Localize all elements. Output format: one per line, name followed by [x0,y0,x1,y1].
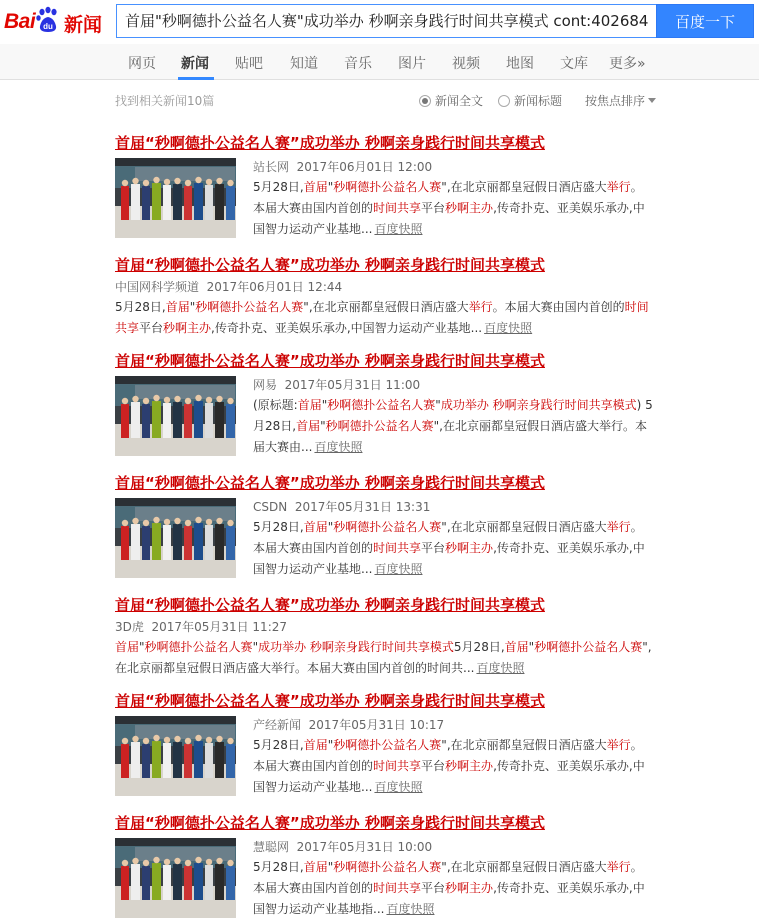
snapshot-link[interactable]: 百度快照 [476,661,525,675]
radio-selected-icon[interactable] [419,95,431,107]
result-thumbnail[interactable] [115,498,236,578]
result-abstract: 5月28日,首届"秒啊德扑公益名人赛",在北京丽都皇冠假日酒店盛大举行。本届大赛由国内首创的时间共享平台秒啊主办,传奇扑克、亚美娱乐承办,中国智力运动产业基地... 百度快照 [253,738,645,794]
result-item [115,133,675,243]
result-meta [253,375,653,395]
snapshot-link[interactable]: 百度快照 [374,562,423,576]
tab-zhidao[interactable]: 知道 [290,56,318,72]
result-time: 2017年05月31日 11:00 [284,378,421,392]
result-title-link[interactable]: 首届“秒啊德扑公益名人赛”成功举办 秒啊亲身践行时间共享模式 [115,814,545,832]
result-title-link[interactable]: 首届“秒啊德扑公益名人赛”成功举办 秒啊亲身践行时间共享模式 [115,474,545,492]
result-meta [253,837,653,857]
result-item [115,813,675,918]
option-title-only-label: 新闻标题 [514,94,563,108]
search-button[interactable]: 百度一下 [656,4,754,38]
snapshot-link[interactable]: 百度快照 [314,440,363,454]
result-meta [115,277,660,297]
result-time: 2017年05月31日 10:17 [308,718,445,732]
tab-web[interactable]: 网页 [128,56,156,72]
tab-tieba[interactable]: 贴吧 [235,56,263,72]
search-input[interactable]: 首届"秒啊德扑公益名人赛"成功举办 秒啊亲身践行时间共享模式 cont:402684 [116,4,656,38]
tab-images[interactable]: 图片 [398,56,426,72]
result-meta [115,617,660,637]
result-item [115,255,675,339]
result-source: 产经新闻 [253,718,302,732]
snapshot-link[interactable]: 百度快照 [386,902,435,916]
result-thumbnail[interactable] [115,376,236,456]
tab-music[interactable]: 音乐 [344,56,372,72]
result-source: 站长网 [253,160,290,174]
result-thumbnail[interactable] [115,158,236,238]
result-abstract: 5月28日,首届"秒啊德扑公益名人赛",在北京丽都皇冠假日酒店盛大举行。本届大赛由国内首创的时间共享平台秒啊主办,传奇扑克、亚美娱乐承办,中国智力运动产业基地... 百度快照 [115,300,649,335]
logo-text-du: du [43,22,53,31]
caret-down-icon [648,98,656,103]
tab-news[interactable]: 新闻 [181,56,209,72]
result-abstract: 首届"秒啊德扑公益名人赛"成功举办 秒啊亲身践行时间共享模式5月28日,首届"秒啊德扑公益名人赛",在北京丽都皇冠假日酒店盛大举行。本届大赛由国内首创的时间共... 百度快照 [115,640,652,675]
result-meta [253,497,653,517]
active-tab-indicator [178,77,214,80]
result-thumbnail[interactable] [115,838,236,918]
baidu-news-logo[interactable] [4,6,108,36]
paw-icon [34,6,62,34]
result-item [115,595,675,679]
result-time: 2017年05月31日 11:27 [151,620,288,634]
nav-bar [0,44,759,80]
option-full-text-label: 新闻全文 [435,94,484,108]
option-full-text[interactable] [419,92,483,109]
result-info-bar [0,92,759,112]
logo-text-news: 新闻 [64,14,103,36]
result-title-link[interactable]: 首届“秒啊德扑公益名人赛”成功举办 秒啊亲身践行时间共享模式 [115,692,545,710]
option-title-only[interactable] [498,92,562,109]
result-time: 2017年05月31日 10:00 [296,840,433,854]
result-source: 慧聪网 [253,840,290,854]
result-item [115,351,675,461]
result-source: 中国网科学频道 [115,280,200,294]
result-abstract: 5月28日,首届"秒啊德扑公益名人赛",在北京丽都皇冠假日酒店盛大举行。本届大赛由国内首创的时间共享平台秒啊主办,传奇扑克、亚美娱乐承办,中国智力运动产业基地... 百度快照 [253,180,645,236]
result-title-link[interactable]: 首届“秒啊德扑公益名人赛”成功举办 秒啊亲身践行时间共享模式 [115,596,545,614]
result-item [115,473,675,583]
result-thumbnail[interactable] [115,716,236,796]
result-time: 2017年05月31日 13:31 [294,500,431,514]
header [0,0,759,44]
result-time: 2017年06月01日 12:00 [296,160,433,174]
result-abstract: 5月28日,首届"秒啊德扑公益名人赛",在北京丽都皇冠假日酒店盛大举行。本届大赛由国内首创的时间共享平台秒啊主办,传奇扑克、亚美娱乐承办,中国智力运动产业基地... 百度快照 [253,520,645,576]
result-source: CSDN [253,500,288,514]
result-item [115,691,675,801]
snapshot-link[interactable]: 百度快照 [374,780,423,794]
result-count: 找到相关新闻10篇 [115,94,215,108]
result-source: 3D虎 [115,620,144,634]
sort-label: 按焦点排序 [585,94,646,108]
result-title-link[interactable]: 首届“秒啊德扑公益名人赛”成功举办 秒啊亲身践行时间共享模式 [115,256,545,274]
radio-unselected-icon[interactable] [498,95,510,107]
result-source: 网易 [253,378,278,392]
result-time: 2017年06月01日 12:44 [206,280,343,294]
tab-map[interactable]: 地图 [506,56,534,72]
result-title-link[interactable]: 首届“秒啊德扑公益名人赛”成功举办 秒啊亲身践行时间共享模式 [115,352,545,370]
tab-video[interactable]: 视频 [452,56,480,72]
result-meta [253,715,653,735]
tab-more[interactable]: 更多» [609,56,646,72]
result-title-link[interactable]: 首届“秒啊德扑公益名人赛”成功举办 秒啊亲身践行时间共享模式 [115,134,545,152]
result-meta [253,157,653,177]
result-abstract: (原标题:首届"秒啊德扑公益名人赛"成功举办 秒啊亲身践行时间共享模式) 5月28日,首届"秒啊德扑公益名人赛",在北京丽都皇冠假日酒店盛大举行。本届大赛由... 百度快照 [253,398,653,454]
result-abstract: 5月28日,首届"秒啊德扑公益名人赛",在北京丽都皇冠假日酒店盛大举行。本届大赛由国内首创的时间共享平台秒啊主办,传奇扑克、亚美娱乐承办,中国智力运动产业基地指... 百度快照 [253,860,645,916]
sort-dropdown[interactable] [585,92,656,109]
snapshot-link[interactable]: 百度快照 [374,222,423,236]
logo-text-bai: Bai [4,10,36,33]
snapshot-link[interactable]: 百度快照 [484,321,533,335]
tab-wenku[interactable]: 文库 [560,56,588,72]
